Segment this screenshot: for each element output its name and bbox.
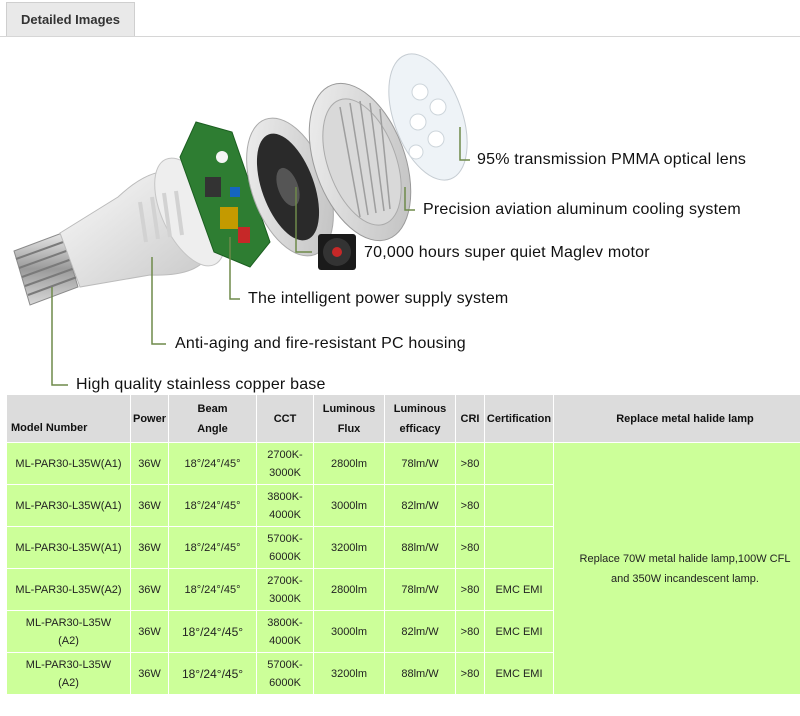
cell-power: 36W xyxy=(131,569,169,611)
col-header-cct: CCT xyxy=(257,395,314,443)
col-header-certification: Certification xyxy=(485,395,554,443)
cell-efficacy: 88lm/W xyxy=(385,653,456,695)
cell-power: 36W xyxy=(131,527,169,569)
callout-optical-lens: 95% transmission PMMA optical lens xyxy=(477,151,747,168)
col-header-replace: Replace metal halide lamp xyxy=(554,395,800,443)
cell-efficacy: 78lm/W xyxy=(385,443,456,485)
cell-certification xyxy=(485,527,554,569)
cell-beam: 18°/24°/45° xyxy=(169,569,257,611)
maglev-fan-icon xyxy=(318,234,356,270)
cell-cri: >80 xyxy=(456,443,485,485)
cell-replace-note: Replace 70W metal halide lamp,100W CFL and 350W incandescent lamp. xyxy=(554,443,800,695)
cell-flux: 2800lm xyxy=(314,569,385,611)
cell-cct: 2700K- 3000K xyxy=(257,569,314,611)
cell-efficacy: 78lm/W xyxy=(385,569,456,611)
cell-certification xyxy=(485,485,554,527)
cell-cct: 5700K- 6000K xyxy=(257,527,314,569)
cell-flux: 3000lm xyxy=(314,611,385,653)
exploded-lamp-figure xyxy=(0,37,800,393)
spec-table xyxy=(6,394,800,695)
cell-efficacy: 88lm/W xyxy=(385,527,456,569)
cell-model: ML-PAR30-L35W(A1) xyxy=(7,527,131,569)
col-header-model: Model Number xyxy=(7,395,131,443)
cell-cct: 5700K- 6000K xyxy=(257,653,314,695)
cell-model: ML-PAR30-L35W (A2) xyxy=(7,611,131,653)
cell-cri: >80 xyxy=(456,611,485,653)
col-header-cri: CRI xyxy=(456,395,485,443)
callout-pc-housing: Anti-aging and fire-resistant PC housing xyxy=(175,335,466,352)
cell-flux: 3200lm xyxy=(314,527,385,569)
callout-maglev-motor: 70,000 hours super quiet Maglev motor xyxy=(364,244,650,261)
cell-model: ML-PAR30-L35W(A2) xyxy=(7,569,131,611)
cell-beam: 18°/24°/45° xyxy=(169,653,257,695)
cell-beam: 18°/24°/45° xyxy=(169,443,257,485)
cell-power: 36W xyxy=(131,443,169,485)
col-header-flux: Luminous Flux xyxy=(314,395,385,443)
cell-power: 36W xyxy=(131,611,169,653)
cell-efficacy: 82lm/W xyxy=(385,611,456,653)
tab-detailed-images[interactable]: Detailed Images xyxy=(6,2,135,36)
callout-cooling-system: Precision aviation aluminum cooling system xyxy=(423,201,741,218)
cell-power: 36W xyxy=(131,485,169,527)
table-row xyxy=(7,443,800,485)
callout-power-supply: The intelligent power supply system xyxy=(248,290,509,307)
table-header-row xyxy=(7,395,800,443)
cell-power: 36W xyxy=(131,653,169,695)
cell-flux: 3000lm xyxy=(314,485,385,527)
col-header-beam: Beam Angle xyxy=(169,395,257,443)
callout-copper-base: High quality stainless copper base xyxy=(76,376,326,393)
tab-bar xyxy=(0,0,800,37)
cell-model: ML-PAR30-L35W (A2) xyxy=(7,653,131,695)
cell-model: ML-PAR30-L35W(A1) xyxy=(7,485,131,527)
cell-certification: EMC EMI xyxy=(485,611,554,653)
cell-beam: 18°/24°/45° xyxy=(169,485,257,527)
cell-certification: EMC EMI xyxy=(485,653,554,695)
cell-cri: >80 xyxy=(456,653,485,695)
cell-cri: >80 xyxy=(456,569,485,611)
cell-cri: >80 xyxy=(456,527,485,569)
cell-certification xyxy=(485,443,554,485)
cell-beam: 18°/24°/45° xyxy=(169,611,257,653)
cell-flux: 2800lm xyxy=(314,443,385,485)
cell-cct: 2700K- 3000K xyxy=(257,443,314,485)
cell-model: ML-PAR30-L35W(A1) xyxy=(7,443,131,485)
col-header-efficacy: Luminous efficacy xyxy=(385,395,456,443)
cell-certification: EMC EMI xyxy=(485,569,554,611)
cell-cri: >80 xyxy=(456,485,485,527)
cell-flux: 3200lm xyxy=(314,653,385,695)
cell-beam: 18°/24°/45° xyxy=(169,527,257,569)
cell-efficacy: 82lm/W xyxy=(385,485,456,527)
cell-cct: 3800K- 4000K xyxy=(257,611,314,653)
col-header-power: Power xyxy=(131,395,169,443)
cell-cct: 3800K- 4000K xyxy=(257,485,314,527)
